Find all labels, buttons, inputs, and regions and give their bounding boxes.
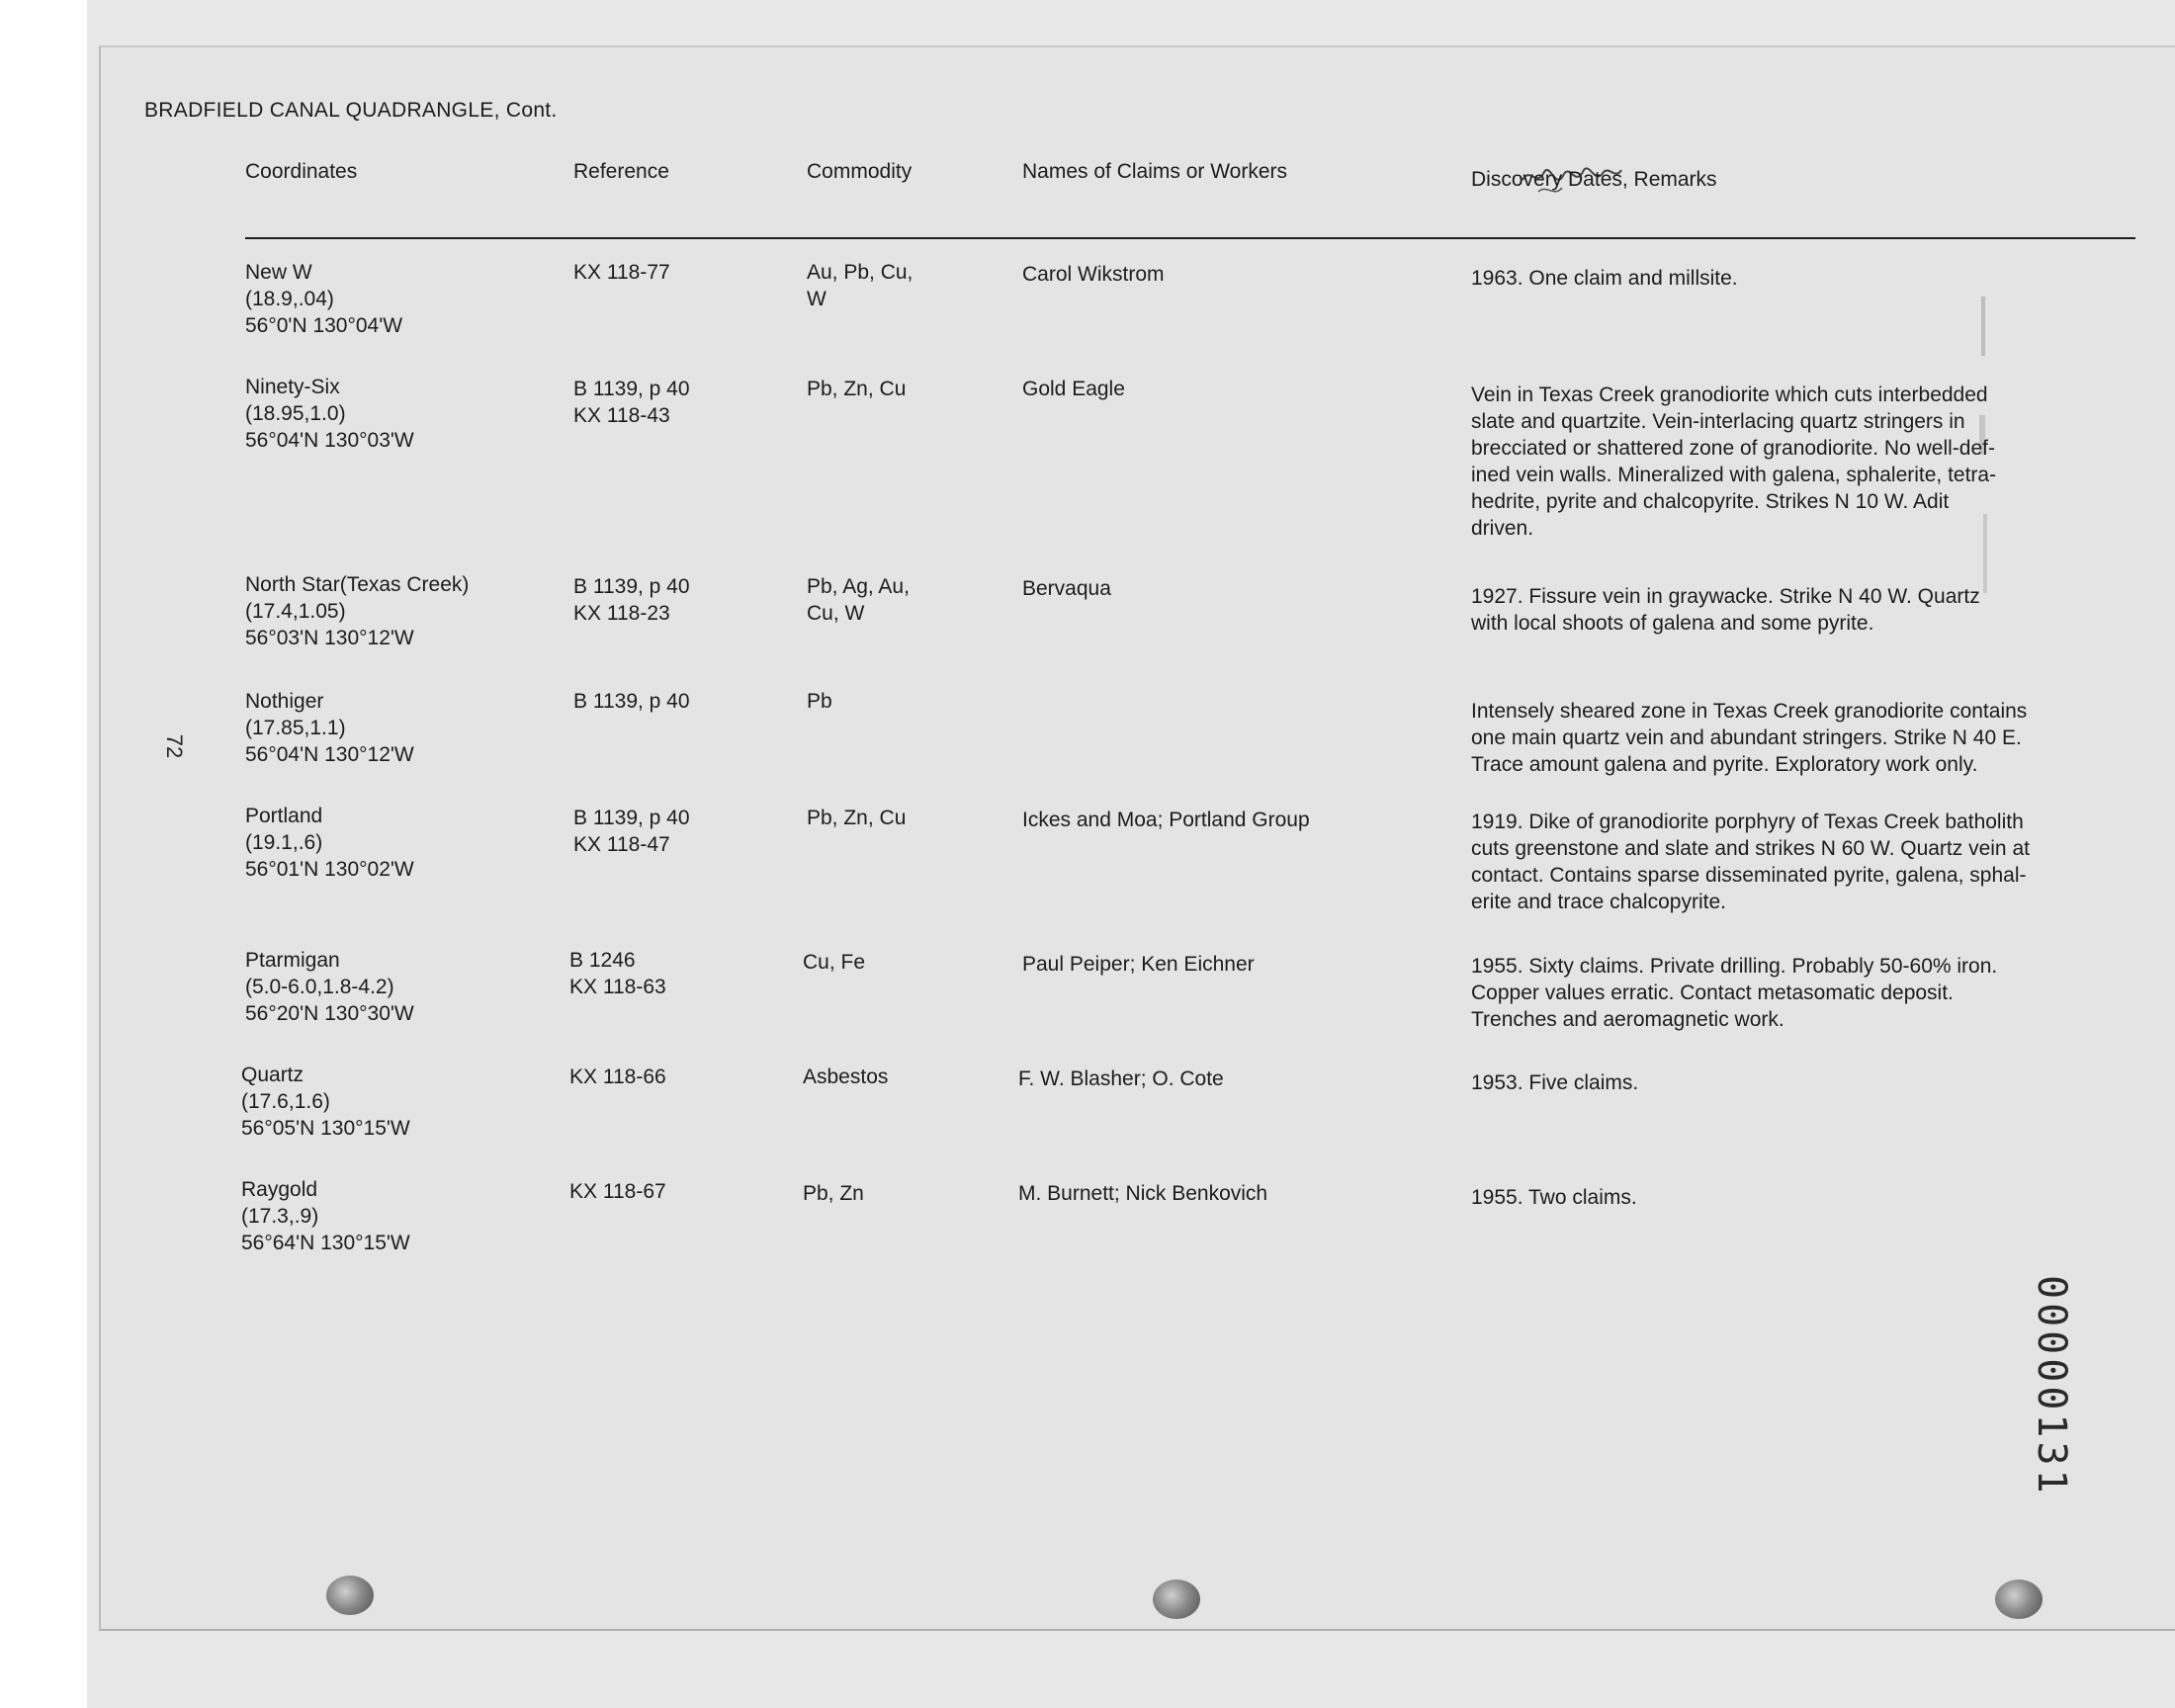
cell-reference: KX 118-66 (569, 1066, 666, 1088)
cell-coordinates: Raygold (17.3,.9) 56°64'N 130°15'W (241, 1178, 410, 1254)
cell-coordinates: Nothiger (17.85,1.1) 56°04'N 130°12'W (245, 690, 414, 766)
header-rule (245, 237, 2135, 239)
cell-commodity: Pb, Zn, Cu (807, 807, 907, 829)
cell-commodity: Pb, Ag, Au, Cu, W (807, 575, 910, 625)
left-margin (0, 0, 87, 1708)
header-commodity: Commodity (807, 160, 913, 183)
cell-commodity: Pb, Zn (803, 1182, 864, 1205)
cell-names: Gold Eagle (1022, 378, 1125, 400)
cell-coordinates: Quartz (17.6,1.6) 56°05'N 130°15'W (241, 1064, 410, 1140)
cell-names: Bervaqua (1022, 577, 1111, 600)
document-stamp-number: 00000131 (2029, 1275, 2074, 1497)
header-coordinates: Coordinates (245, 160, 358, 183)
cell-names: Paul Peiper; Ken Eichner (1022, 953, 1255, 976)
cell-commodity: Pb, Zn, Cu (807, 378, 907, 400)
cell-remarks: 1927. Fissure vein in graywacke. Strike N 40 W. Quartz with local shoots of galena and some pyrite. (1471, 585, 1980, 635)
cell-commodity: Cu, Fe (803, 951, 866, 974)
cell-names: M. Burnett; Nick Benkovich (1018, 1182, 1268, 1205)
cell-names: F. W. Blasher; O. Cote (1018, 1068, 1224, 1090)
cell-reference: B 1139, p 40 KX 118-23 (573, 575, 690, 625)
punch-hole-right (1995, 1580, 2043, 1619)
cell-reference: KX 118-77 (573, 261, 670, 284)
header-names: Names of Claims or Workers (1022, 160, 1287, 183)
cell-reference: B 1139, p 40 (573, 690, 690, 713)
page-title: BRADFIELD CANAL QUADRANGLE, Cont. (144, 99, 558, 122)
cell-coordinates: Portland (19.1,.6) 56°01'N 130°02'W (245, 805, 414, 881)
cell-reference: B 1139, p 40 KX 118-43 (573, 378, 690, 427)
cell-remarks: 1953. Five claims. (1471, 1071, 1639, 1094)
cell-reference: KX 118-67 (569, 1180, 666, 1203)
page-number: 72 (162, 733, 188, 759)
cell-reference: B 1139, p 40 KX 118-47 (573, 807, 690, 856)
punch-hole-center (1153, 1580, 1200, 1619)
cell-remarks: 1955. Sixty claims. Private drilling. Probably 50-60% iron. Copper values erratic. Contact metasomatic deposit. Trenches and aeromagnetic work. (1471, 955, 1998, 1031)
cell-coordinates: North Star(Texas Creek) (17.4,1.05) 56°03'N 130°12'W (245, 573, 470, 649)
cell-coordinates: Ptarmigan (5.0-6.0,1.8-4.2) 56°20'N 130°30'W (245, 949, 414, 1025)
cell-remarks: 1919. Dike of granodiorite porphyry of Texas Creek batholith cuts greenstone and slate and strikes N 60 W. Quartz vein at contact. Contains sparse disseminated pyrite, galena, sphal- erite and trace chalcopyrite. (1471, 811, 2030, 913)
punch-hole-left (326, 1576, 374, 1615)
cell-coordinates: Ninety-Six (18.95,1.0) 56°04'N 130°03'W (245, 376, 414, 452)
cell-commodity: Au, Pb, Cu, W (807, 261, 914, 310)
cell-remarks: Intensely sheared zone in Texas Creek granodiorite contains one main quartz vein and abundant stringers. Strike N 40 E. Trace amount galena and pyrite. Exploratory work only. (1471, 700, 2028, 776)
cell-reference: B 1246 KX 118-63 (569, 949, 666, 998)
cell-names: Ickes and Moa; Portland Group (1022, 809, 1310, 831)
header-remarks: Discovery Dates, Remarks (1471, 168, 1717, 191)
cell-commodity: Asbestos (803, 1066, 889, 1088)
cell-coordinates: New W (18.9,.04) 56°0'N 130°04'W (245, 261, 403, 337)
cell-remarks: Vein in Texas Creek granodiorite which cuts interbedded slate and quartzite. Vein-interlacing quartz stringers in brecciated or shattered zone of granodiorite. No well-def- ined vein walls. Mineralized with galena, sphalerite, tetra- hedrite, pyrite and chalcopyrite. Strikes N 10 W. Adit driven. (1471, 384, 1997, 540)
cell-names: Carol Wikstrom (1022, 263, 1165, 286)
cell-commodity: Pb (807, 690, 832, 713)
cell-remarks: 1963. One claim and millsite. (1471, 267, 1738, 290)
header-reference: Reference (573, 160, 669, 183)
cell-remarks: 1955. Two claims. (1471, 1186, 1637, 1209)
